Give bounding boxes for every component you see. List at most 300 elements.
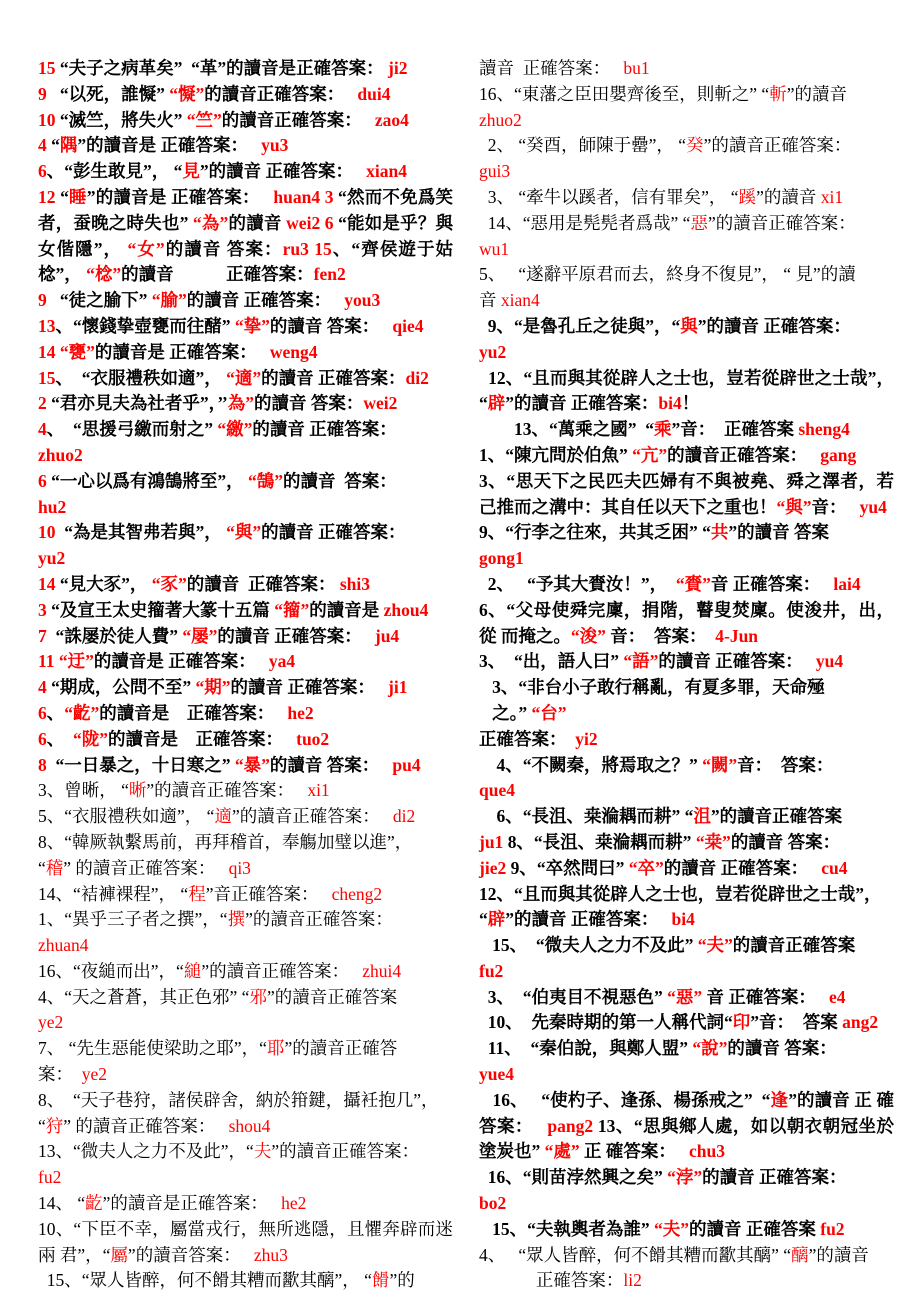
highlight-run: xi1 — [294, 780, 330, 801]
text-line — [479, 1217, 894, 1243]
body-run: 13、“微夫人之力不及此”，“ — [38, 1141, 254, 1162]
text-line — [479, 675, 894, 701]
body-run: 7、 “先生惡能使梁助之耶”，“ — [38, 1038, 267, 1059]
text-line — [38, 572, 453, 598]
body-run: 案： — [38, 1064, 73, 1085]
highlight-run: 9 — [38, 290, 47, 311]
highlight-run: zhuan4 — [38, 935, 89, 956]
body-run: 16、“東藩之臣田嬰齊後至，則斬之” “ — [479, 83, 770, 104]
text-line — [479, 985, 894, 1011]
highlight-run: 惡 — [690, 212, 708, 233]
highlight-run: huan4 3 — [259, 186, 334, 207]
highlight-run: 屬 — [110, 1244, 128, 1265]
highlight-run: 15 — [38, 367, 56, 388]
highlight-run: yu3 — [248, 135, 289, 156]
body-run: 、“彭生敢見”， “ — [46, 161, 183, 182]
body-run: 12、“且而與其從辟人之士也，豈若從辟世之士哉”， “ — [479, 367, 903, 414]
body-run: ”音： 答案 — [750, 1012, 843, 1033]
highlight-run: “夫” — [654, 1218, 689, 1239]
highlight-run: li2 — [623, 1270, 642, 1291]
highlight-run: 2 — [38, 393, 47, 414]
text-line — [38, 417, 453, 443]
highlight-run: hu2 — [38, 496, 67, 517]
highlight-run: “竺” — [186, 109, 222, 130]
body-run: ”的讀音是正確答案： — [102, 1193, 268, 1214]
highlight-run: he2 — [274, 702, 314, 723]
body-run: 3、“思天下之民匹夫匹婦有不與被堯、舜之澤者，若己推而之溝中：其自任以天下之重也！ — [479, 470, 894, 517]
body-run: 正 確答案： — [579, 1141, 676, 1162]
body-run: 6、“父母使舜完廩，捐階，瞽叟焚廩。使浚井，出，從 而掩之。 — [479, 599, 894, 646]
body-run: 10、“下臣不幸，屬當戎行，無所逃隱，且懼奔辟而迷兩 君”，“ — [38, 1218, 453, 1265]
body-run: 的讀音 答案： — [269, 754, 380, 775]
highlight-run: “挚” — [234, 315, 270, 336]
text-line — [38, 1010, 453, 1036]
text-line — [479, 1165, 894, 1191]
highlight-run: zhuo2 — [479, 109, 522, 130]
body-run: 4、 “眾人皆醉，何不餶其糟而歠其醨” “ — [479, 1244, 792, 1265]
highlight-run: “與” — [776, 496, 812, 517]
body-run: 的讀音 正確答案： — [186, 573, 336, 594]
body-run: 的讀音 正確答案： — [230, 677, 375, 698]
highlight-run: 縋 — [183, 960, 202, 981]
highlight-run: 適 — [214, 806, 232, 827]
body-run: 15、 “微夫人之力不及此” — [479, 935, 698, 956]
body-run: 的讀音 正確答案 — [689, 1218, 821, 1239]
highlight-run: 睡 — [68, 186, 87, 207]
body-run: 11、 “秦伯說，與鄭人盟” — [479, 1038, 693, 1059]
text-line — [38, 727, 453, 753]
highlight-run: gang — [807, 444, 857, 465]
highlight-run: “陇” — [73, 728, 108, 749]
body-run: ” 的讀音正確答案： — [63, 1115, 216, 1136]
highlight-run: wei2 — [363, 393, 398, 414]
body-run: “為是其智弗若與”， — [55, 522, 227, 543]
highlight-run: 稽 — [45, 857, 64, 878]
body-run: 的讀音 答案： — [269, 315, 380, 336]
highlight-run: di2 — [379, 806, 416, 827]
body-run: ”的讀音正確答案： — [231, 806, 380, 827]
highlight-run: yu2 — [479, 341, 507, 362]
body-run: 14、“惡用是髡髡者爲哉” “ — [479, 212, 691, 233]
text-line — [38, 882, 453, 908]
highlight-run: ji1 — [374, 677, 408, 698]
text-line — [479, 778, 894, 804]
text-line — [479, 598, 894, 650]
body-run: 3、 “伯夷目不視惡色” — [479, 986, 668, 1007]
text-line — [38, 520, 453, 546]
body-run: 的讀音 正確答案： — [663, 857, 809, 878]
text-line — [38, 830, 453, 856]
highlight-run: 蹊 — [738, 186, 757, 207]
highlight-run: “懝” — [169, 83, 205, 104]
highlight-run: ya4 — [255, 651, 296, 672]
highlight-run: bo2 — [479, 1193, 507, 1214]
body-run: 的讀音 正確答案： — [121, 264, 314, 285]
text-line — [479, 907, 894, 933]
body-run: 1、“陳亢問於伯魚” — [479, 444, 633, 465]
body-run: ”的讀音 正確答案： — [697, 315, 851, 336]
highlight-run: tuo2 — [283, 728, 330, 749]
highlight-run: chu3 — [675, 1141, 725, 1162]
body-run: “期成，公問不至” — [46, 677, 196, 698]
text-line — [38, 1191, 453, 1217]
body-run: 10、 先秦時期的第一人稱代詞“ — [479, 1012, 733, 1033]
body-run: 的讀音 正確答案： — [658, 651, 803, 672]
body-run: 16、 “使杓子、逢孫、楊孫戒之” “ — [479, 1089, 771, 1110]
body-run: 的讀音正確答案 — [732, 935, 856, 956]
body-run: 正確答案： — [479, 728, 567, 749]
body-run: 4、“不闕秦，將焉取之？” — [479, 754, 703, 775]
highlight-run: “迂” — [58, 651, 94, 672]
highlight-run: zhuo2 — [38, 444, 83, 465]
highlight-run: 斬 — [769, 83, 787, 104]
body-run: 音： — [811, 496, 847, 517]
body-run: “及宣王太史籀著大篆十五篇 — [46, 599, 275, 620]
body-run: 音： 答案： — [737, 754, 834, 775]
text-line — [38, 1268, 453, 1294]
highlight-run: ju4 — [361, 625, 400, 646]
text-line — [479, 649, 894, 675]
highlight-run: bi4 — [658, 393, 682, 414]
text-line — [38, 1114, 453, 1140]
body-run: 8、 “天子巷狩，諸侯辟舍，納於箝鍵，攝衽抱几”， — [38, 1089, 439, 1110]
highlight-run: 狩 — [45, 1115, 64, 1136]
text-line — [38, 108, 453, 134]
body-run: 、 “思援弓繳而射之” — [46, 419, 218, 440]
body-run: “誅屡於徒人費” — [46, 625, 183, 646]
text-line — [479, 933, 894, 959]
highlight-run: sheng4 — [798, 419, 850, 440]
highlight-run: “與” — [226, 522, 262, 543]
body-run: 的讀音正確答案： — [221, 109, 362, 130]
text-line — [479, 1062, 894, 1088]
highlight-run: “甕” — [59, 341, 95, 362]
text-line — [38, 907, 453, 933]
body-run: 5、 “遂辭平原君而去，終身不復見”， “ 見”的讀 — [479, 264, 856, 285]
body-run: 15、“眾人皆醉，何不餶其糟而歠其醨”， “ — [38, 1270, 372, 1291]
highlight-run: “屡” — [182, 625, 218, 646]
highlight-run: xian4 — [500, 290, 540, 311]
body-run: 16、“則苗浡然興之矣” — [479, 1167, 668, 1188]
body-run: “見大豕”， — [55, 573, 152, 594]
highlight-run: 3 — [38, 599, 47, 620]
body-run: “夫子之病革矣” “革”的讀音是正確答案： — [55, 58, 384, 78]
body-run: ” 的讀音正確答案： — [63, 857, 216, 878]
body-run: 1、“異乎三子者之撰”，“ — [38, 909, 228, 930]
text-line — [479, 520, 894, 546]
body-run: “一心以爲有鴻鵠將至”， — [46, 470, 248, 491]
body-run: 16、“夜縋而出”，“ — [38, 960, 184, 981]
text-line — [479, 288, 894, 314]
highlight-run: ye2 — [73, 1064, 108, 1085]
text-line — [479, 237, 894, 263]
text-line — [38, 649, 453, 675]
body-run: 3、“非台小子敢行稱亂，有夏多罪，天命殛 — [479, 677, 825, 698]
highlight-run: “處” — [544, 1141, 580, 1162]
body-run: ”的讀音正確答案： — [146, 780, 295, 801]
highlight-run: zao4 — [361, 109, 409, 130]
highlight-run: he2 — [267, 1193, 307, 1214]
body-run: ”的讀音正確答案： — [245, 909, 393, 930]
text-line — [479, 133, 894, 159]
body-run: ”的讀音 正確答案： — [505, 393, 659, 414]
highlight-run: “闕” — [702, 754, 738, 775]
highlight-run: you3 — [331, 290, 381, 311]
highlight-run: bi4 — [658, 909, 695, 930]
body-run: ”的讀音 正確答案： — [199, 161, 353, 182]
text-line — [38, 366, 453, 392]
highlight-run: 隅 — [59, 135, 78, 156]
text-line — [479, 366, 903, 418]
highlight-run: fu2 — [479, 960, 504, 981]
text-line — [479, 108, 894, 134]
highlight-run: “賚” — [675, 573, 711, 594]
body-run: 6、“長沮、桒溣耦而耕” “ — [479, 806, 694, 827]
highlight-run: 與 — [680, 315, 698, 336]
highlight-run: “惡” — [667, 986, 703, 1007]
highlight-run: 6 — [38, 728, 47, 749]
text-line — [479, 340, 894, 366]
body-run: 4、“天之蒼蒼，其正色邪” “ — [38, 986, 250, 1007]
highlight-run: 4-Jun — [706, 625, 759, 646]
highlight-run: pang2 — [532, 1115, 594, 1136]
highlight-run: 撰 — [227, 909, 246, 930]
body-run: 的讀音 正確答案： — [261, 367, 406, 388]
body-run: 、“懷錢挚壺甕而往醏” — [55, 315, 235, 336]
highlight-run: 程 — [188, 883, 206, 904]
body-run: “滅竺，將失火” — [55, 109, 187, 130]
highlight-run: fu2 — [820, 1218, 845, 1239]
body-run: 、 — [46, 702, 65, 723]
body-run: ”的讀音 — [808, 1244, 869, 1265]
body-run: 的讀音 答案： — [727, 1038, 837, 1059]
body-run: 3、 “出，語人曰” — [479, 651, 624, 672]
text-line — [38, 443, 453, 469]
body-run: ”的讀音答案： — [127, 1244, 241, 1265]
text-line — [38, 1062, 453, 1088]
highlight-run: yu2 — [38, 548, 66, 569]
body-run: 的讀音 答案： — [283, 470, 397, 491]
text-line — [38, 701, 453, 727]
highlight-run: 沮 — [693, 806, 711, 827]
highlight-run: 辟 — [487, 393, 506, 414]
highlight-run: cu4 — [808, 857, 848, 878]
highlight-run: ang2 — [842, 1012, 879, 1033]
body-run: “徒之腧下” — [46, 290, 152, 311]
highlight-run: shou4 — [215, 1115, 271, 1136]
highlight-run: 耶 — [266, 1038, 285, 1059]
highlight-run: 15 — [38, 58, 56, 78]
highlight-run: 齕 — [85, 1193, 103, 1214]
body-run: 13、“萬乘之國” “ — [479, 419, 654, 440]
body-run: “能如是乎？與女偕隱”， — [38, 212, 454, 259]
body-run: “ — [38, 1115, 46, 1136]
highlight-run: qie4 — [379, 315, 424, 336]
body-run: ”的讀音 正確答案： — [505, 909, 659, 930]
text-line — [38, 753, 453, 779]
highlight-run: xian4 — [353, 161, 407, 182]
highlight-run: lai4 — [820, 573, 861, 594]
text-line — [38, 598, 453, 624]
text-line — [38, 288, 453, 314]
body-run: 音： 答案： — [605, 625, 707, 646]
body-run: 的讀音 正確答案： — [186, 290, 332, 311]
left-column — [38, 56, 453, 1294]
highlight-run: ru3 15 — [282, 238, 332, 259]
text-line — [38, 1217, 453, 1269]
highlight-run: “女” — [127, 238, 165, 259]
body-run: 的讀音 答案： — [253, 393, 364, 414]
text-line — [479, 56, 894, 82]
body-run: ”的讀音正確答案： — [201, 960, 350, 981]
text-line — [479, 856, 894, 882]
body-run: 的讀音是 正確答案： — [99, 702, 275, 723]
body-run: 音 正確答案： — [710, 573, 821, 594]
body-run: “ — [479, 909, 488, 930]
body-run: ”的讀音 — [756, 186, 821, 207]
text-line — [38, 778, 453, 804]
highlight-run: “為” — [192, 212, 229, 233]
body-run: 的讀音 正確答案： — [217, 625, 362, 646]
text-line — [38, 675, 453, 701]
highlight-run: 7 — [38, 625, 47, 646]
body-run: ”的讀音是 正確答案： — [77, 135, 248, 156]
highlight-run: dui4 — [344, 83, 391, 104]
body-run: 音 — [479, 290, 501, 311]
body-run: 9、“卒然問曰” — [506, 857, 629, 878]
highlight-run: 癸 — [686, 135, 704, 156]
highlight-run: “期” — [195, 677, 231, 698]
text-line — [38, 856, 453, 882]
body-run: 的讀音 答案： — [164, 238, 283, 259]
highlight-run: xi1 — [820, 186, 844, 207]
body-run: 8、“長沮、桒溣耦而耕” — [503, 831, 696, 852]
highlight-run: ju1 — [479, 831, 504, 852]
text-line — [38, 159, 453, 185]
body-run: “一日暴之，十日寒之” — [46, 754, 235, 775]
highlight-run: 逢 — [770, 1089, 789, 1110]
text-line — [479, 159, 894, 185]
highlight-run: ji2 — [383, 58, 408, 78]
highlight-run: 晰 — [128, 780, 147, 801]
text-line — [38, 1036, 453, 1062]
text-line — [38, 340, 453, 366]
highlight-run: que4 — [479, 780, 515, 801]
body-run: 15、“夫執輿者為誰” — [479, 1218, 654, 1239]
body-run: ”的讀音正確答案： — [271, 1141, 420, 1162]
highlight-run: 印 — [732, 1012, 751, 1033]
highlight-run: “籀” — [274, 599, 310, 620]
body-run: 的讀音 正確答案： — [702, 1167, 847, 1188]
text-line — [38, 314, 453, 340]
body-run: 正確答案： — [479, 1270, 624, 1291]
body-run: 2、 “癸酉，師陳于罍”， “ — [479, 135, 687, 156]
highlight-run: 6 — [38, 470, 47, 491]
body-run: 的讀音正確答案： — [667, 444, 808, 465]
body-run: ”的讀音正確答案 — [710, 806, 843, 827]
body-run: “以死，誰懝” — [46, 83, 170, 104]
highlight-run: yu4 — [846, 496, 887, 517]
body-run: 5、“衣服禮秩如適”， “ — [38, 806, 215, 827]
body-run: ”的讀音正確答案： — [707, 212, 856, 233]
body-run: ”的讀音 — [786, 83, 847, 104]
text-line — [479, 1243, 894, 1269]
body-run: 、“齊侯遊于姑棯”， — [38, 238, 454, 285]
highlight-run: gong1 — [479, 548, 524, 569]
body-run: ”的讀音 正 確答案： — [479, 1089, 895, 1136]
highlight-run: e4 — [815, 986, 846, 1007]
highlight-run: weng4 — [256, 341, 318, 362]
text-line — [38, 959, 453, 985]
text-line — [479, 262, 894, 288]
body-run: “君亦見夫為社者乎”，’’ — [46, 393, 228, 414]
highlight-run: 為” — [227, 393, 254, 414]
highlight-run: 4 — [38, 677, 47, 698]
body-run: ”的讀音正確答案 — [266, 986, 398, 1007]
highlight-run: “浡” — [667, 1167, 703, 1188]
highlight-run: shi3 — [335, 573, 371, 594]
text-line — [479, 830, 894, 856]
highlight-run: yue4 — [479, 1064, 514, 1085]
body-run: ”音： 正確答案 — [671, 419, 799, 440]
body-run: 的讀音 答案： — [730, 831, 841, 852]
highlight-run: “豕” — [151, 573, 187, 594]
highlight-run: fen2 — [313, 264, 346, 285]
text-line — [38, 1088, 453, 1114]
text-line — [38, 185, 453, 288]
highlight-run: 辟 — [487, 909, 506, 930]
highlight-run: 4 — [38, 419, 47, 440]
highlight-run: wu1 — [479, 238, 510, 259]
text-line — [38, 933, 453, 959]
highlight-run: “暴” — [234, 754, 270, 775]
highlight-run: 餶 — [371, 1270, 390, 1291]
text-line — [479, 185, 894, 211]
body-run: 的讀音 正確答案： — [261, 522, 406, 543]
highlight-run: “齕” — [64, 702, 100, 723]
body-run: 的讀音是 正確答案： — [94, 341, 257, 362]
highlight-run: 邪 — [249, 986, 267, 1007]
body-run: ”的讀音 答案 — [728, 522, 829, 543]
highlight-run: 14 — [38, 573, 56, 594]
highlight-run: ye2 — [38, 1012, 64, 1033]
text-line — [479, 469, 894, 521]
highlight-run: 夫 — [253, 1141, 272, 1162]
text-line — [479, 314, 894, 340]
highlight-run: zhui4 — [349, 960, 402, 981]
body-run: 之。” — [479, 702, 532, 723]
text-line — [479, 417, 894, 443]
text-line — [38, 624, 453, 650]
text-line — [38, 985, 453, 1011]
highlight-run: 共 — [710, 522, 729, 543]
highlight-run: pu4 — [379, 754, 421, 775]
text-line — [38, 804, 453, 830]
body-run: 13、“思與鄉人處，如以朝衣朝冠坐於塗炭也” — [479, 1115, 895, 1162]
highlight-run: “適” — [226, 367, 262, 388]
highlight-run: jie2 — [479, 857, 507, 878]
body-run: ”音正確答案： — [205, 883, 319, 904]
text-line — [38, 56, 453, 82]
highlight-run: “繳” — [217, 419, 253, 440]
body-run: 的讀音正確答案： — [204, 83, 345, 104]
text-line — [479, 1036, 894, 1062]
highlight-run: yi2 — [566, 728, 598, 749]
text-line — [479, 753, 894, 779]
body-run: 3、曾晰， “ — [38, 780, 129, 801]
body-run: 、 — [46, 728, 73, 749]
highlight-run: 10 — [38, 522, 56, 543]
